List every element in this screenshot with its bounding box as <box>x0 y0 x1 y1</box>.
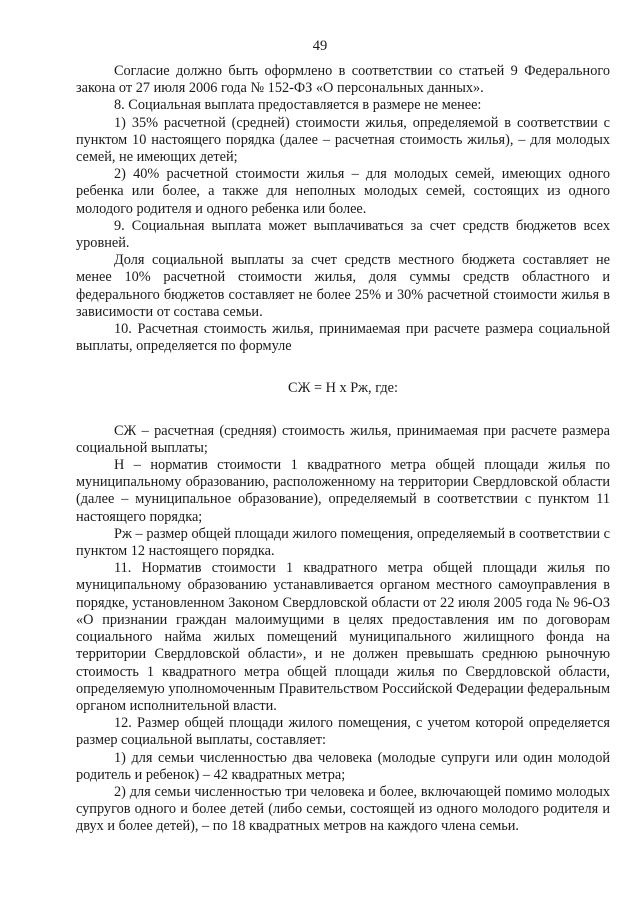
document-body <box>76 63 610 836</box>
paragraph-def-rzh: Рж – размер общей площади жилого помещения, определяемый в соответствии с пунктом 12 настоящего порядка. <box>76 525 610 560</box>
paragraph-item-8-1: 1) 35% расчетной (средней) стоимости жилья, определяемой в соответствии с пунктом 10 настоящего порядка (далее – расчетная стоимость жилья), – для молодых семей, не имеющих детей; <box>76 114 610 166</box>
paragraph-item-9: 9. Социальная выплата может выплачиваться за счет средств бюджетов всех уровней. <box>76 217 610 252</box>
paragraph-item-11: 11. Норматив стоимости 1 квадратного метра общей площади жилья по муниципальному образованию устанавливается органом местного самоуправления в порядке, установленном Законом Свердловской области от 22 июля 2005 года № 96-ОЗ «О признании граждан малоимущими в целях предоставления им по договорам социального найма жилых помещений муниципального жилищного фонда на территории Свердловской области», и не должен превышать среднюю рыночную стоимость 1 квадратного метра общей площади жилья по Свердловской области, определяемую уполномоченным Правительством Российской Федерации федеральным органом исполнительной власти. <box>76 560 610 714</box>
page-number: 49 <box>312 38 328 54</box>
paragraph-def-szh: СЖ – расчетная (средняя) стоимость жилья, принимаемая при расчете размера социальной выплаты; <box>76 422 610 456</box>
paragraph-local-budget-share: Доля социальной выплаты за счет средств местного бюджета составляет не менее 10% расчетной стоимости жилья, доля суммы средств областного и федерального бюджетов составляет не более 25% и 30% расчетной стоимости жилья в зависимости от состава семьи. <box>76 252 610 320</box>
paragraph-item-12: 12. Размер общей площади жилого помещения, с учетом которой определяется размер социальной выплаты, составляет: <box>76 715 610 749</box>
paragraph-item-8-2: 2) 40% расчетной стоимости жилья – для молодых семей, имеющих одного ребенка или более, а также для неполных молодых семей, состоящих из одного молодого родителя и одного ребенка или более. <box>76 166 610 217</box>
paragraph-item-8: 8. Социальная выплата предоставляется в размере не менее: <box>114 97 482 114</box>
formula: СЖ = Н х Рж, где: <box>288 380 398 397</box>
paragraph-item-10: 10. Расчетная стоимость жилья, принимаемая при расчете размера социальной выплаты, определяется по формуле <box>76 321 610 355</box>
paragraph-item-12-1: 1) для семьи численностью два человека (молодые супруги или один молодой родитель и ребенок) – 42 квадратных метра; <box>76 749 610 783</box>
paragraph-def-n: Н – норматив стоимости 1 квадратного метра общей площади жилья по муниципальному образованию, расположенному на территории Свердловской области (далее – муниципальное образование), определяемый в соответствии с пунктом 11 настоящего порядка; <box>76 457 610 525</box>
paragraph-item-12-2: 2) для семьи численностью три человека и более, включающей помимо молодых супругов одного и более детей (либо семьи, состоящей из одного молодого родителя и двух и более детей), – по 18 квадратных метров на каждого члена семьи. <box>76 783 610 835</box>
paragraph-consent: Согласие должно быть оформлено в соответствии со статьей 9 Федерального закона от 27 июля 2006 года № 152-ФЗ «О персональных данных». <box>76 63 610 97</box>
